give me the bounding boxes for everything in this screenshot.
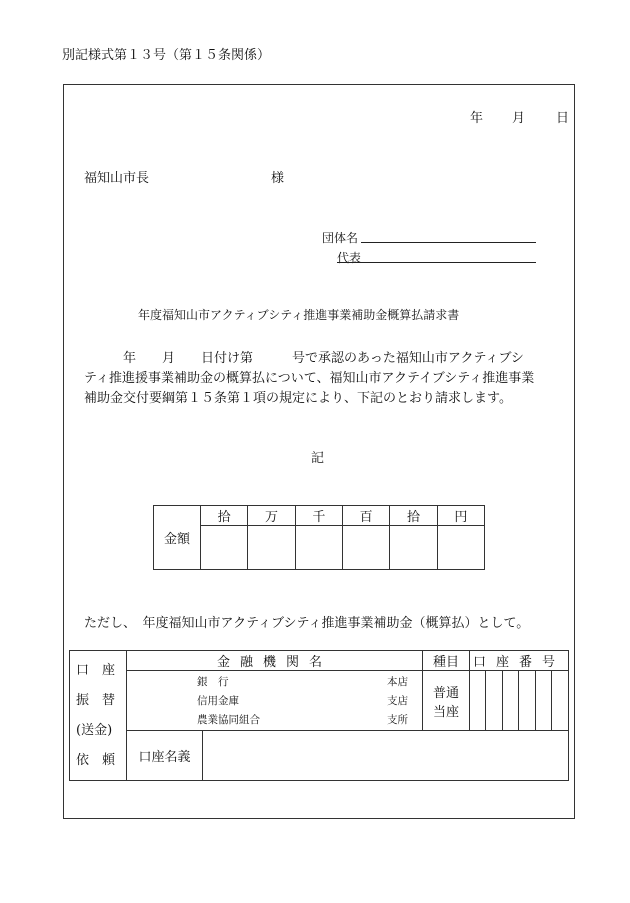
institution-bank: 銀 行 (197, 675, 229, 688)
amount-cell[interactable] (295, 526, 342, 570)
representative-line (337, 262, 536, 263)
account-digit-cell[interactable] (470, 671, 486, 731)
account-digit-cell[interactable] (502, 671, 518, 731)
amount-header-sen: 千 (295, 506, 342, 526)
date-day-label: 日 (556, 111, 570, 126)
institution-header: 金融機関名 (127, 651, 423, 671)
side-label-4: 依 頼 (76, 752, 116, 768)
branch-honten: 本店 (387, 675, 408, 688)
addressee-honorific: 様 (271, 171, 285, 186)
group-name-line (361, 242, 536, 243)
account-type-futsuu: 普通 (432, 685, 459, 701)
body-line-2: ティ推進援事業補助金の概算払について、福知山市アクテイブシティ推進事業 (84, 371, 535, 386)
side-label-2: 振 替 (76, 692, 116, 708)
body-line-3: 補助金交付要綱第１５条第１項の規定により、下記のとおり請求します。 (84, 391, 512, 406)
side-label-1: 口 座 (76, 662, 116, 678)
account-digit-cell[interactable] (519, 671, 535, 731)
institution-cell[interactable] (127, 671, 423, 731)
account-holder-label: 口座名義 (127, 731, 203, 781)
account-type-cell[interactable] (423, 671, 470, 731)
amount-label: 金額 (154, 506, 201, 570)
form-number: 別記様式第１３号（第１５条関係） (62, 48, 271, 63)
bank-side-label (70, 651, 127, 781)
institution-shinkin: 信用金庫 (197, 694, 239, 707)
bank-transfer-table (69, 650, 569, 781)
institution-noukyou: 農業協同組合 (197, 714, 260, 727)
type-header: 種目 (423, 651, 470, 671)
amount-header-yen: 円 (437, 506, 484, 526)
account-number-header: 口座番号 (470, 651, 569, 671)
branch-shiten: 支店 (387, 694, 408, 707)
addressee-name: 福知山市長 (84, 171, 150, 186)
amount-cell[interactable] (437, 526, 484, 570)
amount-cell[interactable] (248, 526, 295, 570)
date-year-label: 年 (470, 111, 484, 126)
amount-cell[interactable] (201, 526, 248, 570)
account-type-touza: 当座 (432, 704, 459, 720)
amount-header-juu2: 拾 (390, 506, 437, 526)
group-name-label: 団体名 (322, 231, 359, 245)
proviso-text: ただし、 年度福知山市アクティブシティ推進事業補助金（概算払）として。 (84, 616, 530, 631)
amount-cell[interactable] (342, 526, 389, 570)
representative-label: 代表 (337, 251, 362, 265)
amount-table (153, 505, 485, 570)
account-digit-cell[interactable] (535, 671, 551, 731)
body-line-1: 年 月 日付け第 号で承認のあった福知山市アクティブシ (84, 351, 524, 366)
account-holder-cell[interactable] (203, 731, 569, 781)
ki-heading: 記 (311, 451, 325, 466)
branch-shisho: 支所 (387, 714, 408, 727)
side-label-3: (送金) (76, 722, 113, 738)
amount-header-juu: 拾 (201, 506, 248, 526)
document-title: 年度福知山市アクティブシティ推進事業補助金概算払請求書 (138, 308, 460, 322)
date-month-label: 月 (512, 111, 526, 126)
account-digit-cell[interactable] (486, 671, 502, 731)
account-digit-cell[interactable] (552, 671, 569, 731)
amount-header-hyaku: 百 (342, 506, 389, 526)
amount-cell[interactable] (390, 526, 437, 570)
amount-header-man: 万 (248, 506, 295, 526)
